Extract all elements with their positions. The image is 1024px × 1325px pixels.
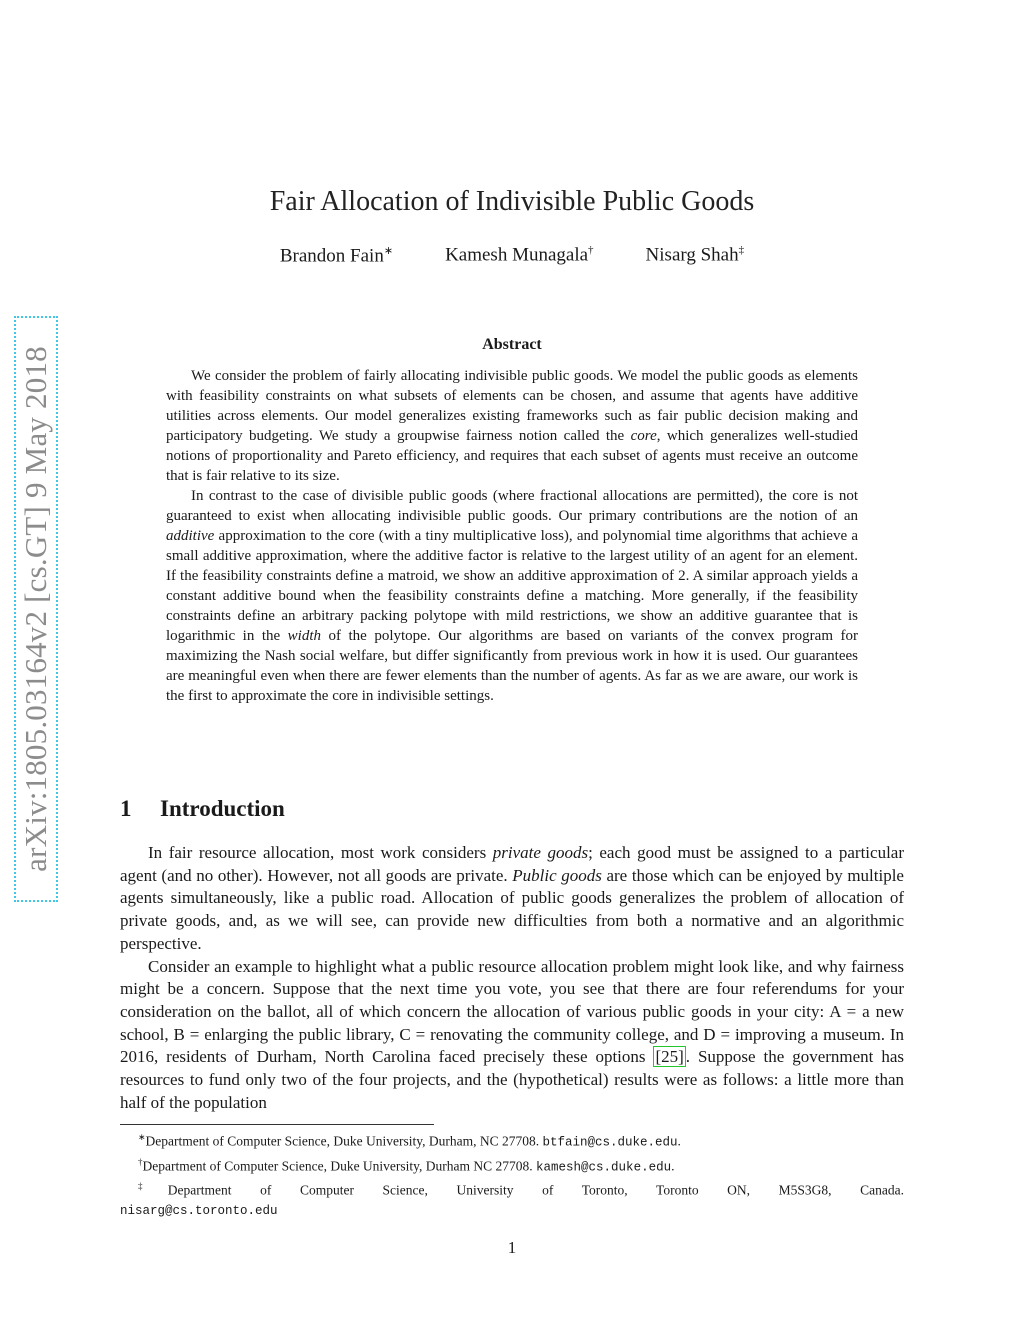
paper-title: Fair Allocation of Indivisible Public Goods (269, 186, 755, 217)
author: Kamesh Munagala† (445, 244, 594, 266)
body-paragraph: Consider an example to highlight what a public resource allocation problem might look like, and why fairness might be a concern. Suppose that the next time you vote, you see that there are four referendums for your consideration on the ballot, all of which concern the allocation of various public goods in your city: A = a new school, B = enlarging the public library, C = renovating the community college, and D = improving a museum. In 2016, residents of Durham, North Carolina faced precisely these options [25] . Suppose the government has resources to fund only two of the four projects, and the (hypothetical) results were as follows: a little more than half of the population (120, 956, 904, 1112)
section-heading (120, 796, 285, 822)
arxiv-stamp (14, 316, 58, 902)
introduction-body (120, 842, 904, 1114)
footnote-rule (120, 1124, 434, 1125)
abstract-heading: Abstract (482, 336, 542, 353)
author-list (0, 244, 1024, 267)
arxiv-identifier: arXiv:1805.03164v2 [cs.GT] 9 May 2018 (18, 346, 53, 872)
abstract-paragraph: In contrast to the case of divisible public goods (where fractional allocations are permitted), the core is not guaranteed to exist when allocating indivisible public goods. Our primary contributions are the notion of an additive approximation to the core (with a tiny multiplicative loss), and polynomial time algorithms that achieve a small additive approximation, where the additive factor is relative to the largest utility of an agent for an element. If the feasibility constraints define a matroid, we show an additive approximation of 2. A similar approach yields a constant additive bound when the feasibility constraints define a matching. More generally, if the feasibility constraints define an arbitrary packing polytope with mild restrictions, we show an additive guarantee that is logarithmic in the width of the polytope. Our algorithms are based on variants of the convex program for maximizing the Nash social welfare, but differ significantly from previous work in how it is used. Our guarantees are meaningful even when there are fewer elements than the number of agents. As far as we are aware, our work is the first to approximate the core in indivisible settings. (166, 488, 858, 704)
email-link[interactable]: nisarg@cs.toronto.edu (120, 1203, 278, 1218)
footnote: ‡Department of Computer Science, University of Toronto, Toronto ON, M5S3G8, Canada. (138, 1181, 905, 1198)
footnote: ∗Department of Computer Science, Duke University, Durham, NC 27708. btfain@cs.duke.edu. (138, 1132, 681, 1150)
email-link[interactable]: kamesh@cs.duke.edu (536, 1160, 672, 1174)
section-title: Introduction (160, 796, 285, 821)
abstract-paragraph: We consider the problem of fairly allocating indivisible public goods. We model the public goods as elements with feasibility constraints on what subsets of elements can be chosen, and assume that agents have additive utilities across elements. Our model generalizes existing frameworks such as fair public decision making and participatory budgeting. We study a groupwise fairness notion called the core, which generalizes well-studied notions of proportionality and Pareto efficiency, and requires that each subset of agents must receive an outcome that is fair relative to its size. (166, 368, 858, 484)
abstract-body (166, 366, 858, 706)
author: Brandon Fain∗ (279, 245, 394, 267)
footnote-email-line (120, 1200, 904, 1221)
citation-link[interactable]: [25] (655, 1047, 684, 1067)
footnote: †Department of Computer Science, Duke University, Durham NC 27708. kamesh@cs.duke.edu. (138, 1156, 675, 1174)
section-number: 1 (120, 796, 132, 821)
author: Nisarg Shah‡ (645, 244, 745, 266)
email-link[interactable]: btfain@cs.duke.edu (542, 1135, 678, 1150)
page-number: 1 (507, 1238, 517, 1257)
footnotes (120, 1128, 904, 1221)
body-paragraph: In fair resource allocation, most work considers private goods; each good must be assigned to a particular agent (and no other). However, not all goods are private. Public goods are those which can be enjoyed by multiple agents simultaneously, like a public road. Allocation of public goods generalizes the problem of allocation of private goods, and, as we will see, can provide new difficulties from both a normative and an algorithmic perspective. (120, 843, 904, 953)
